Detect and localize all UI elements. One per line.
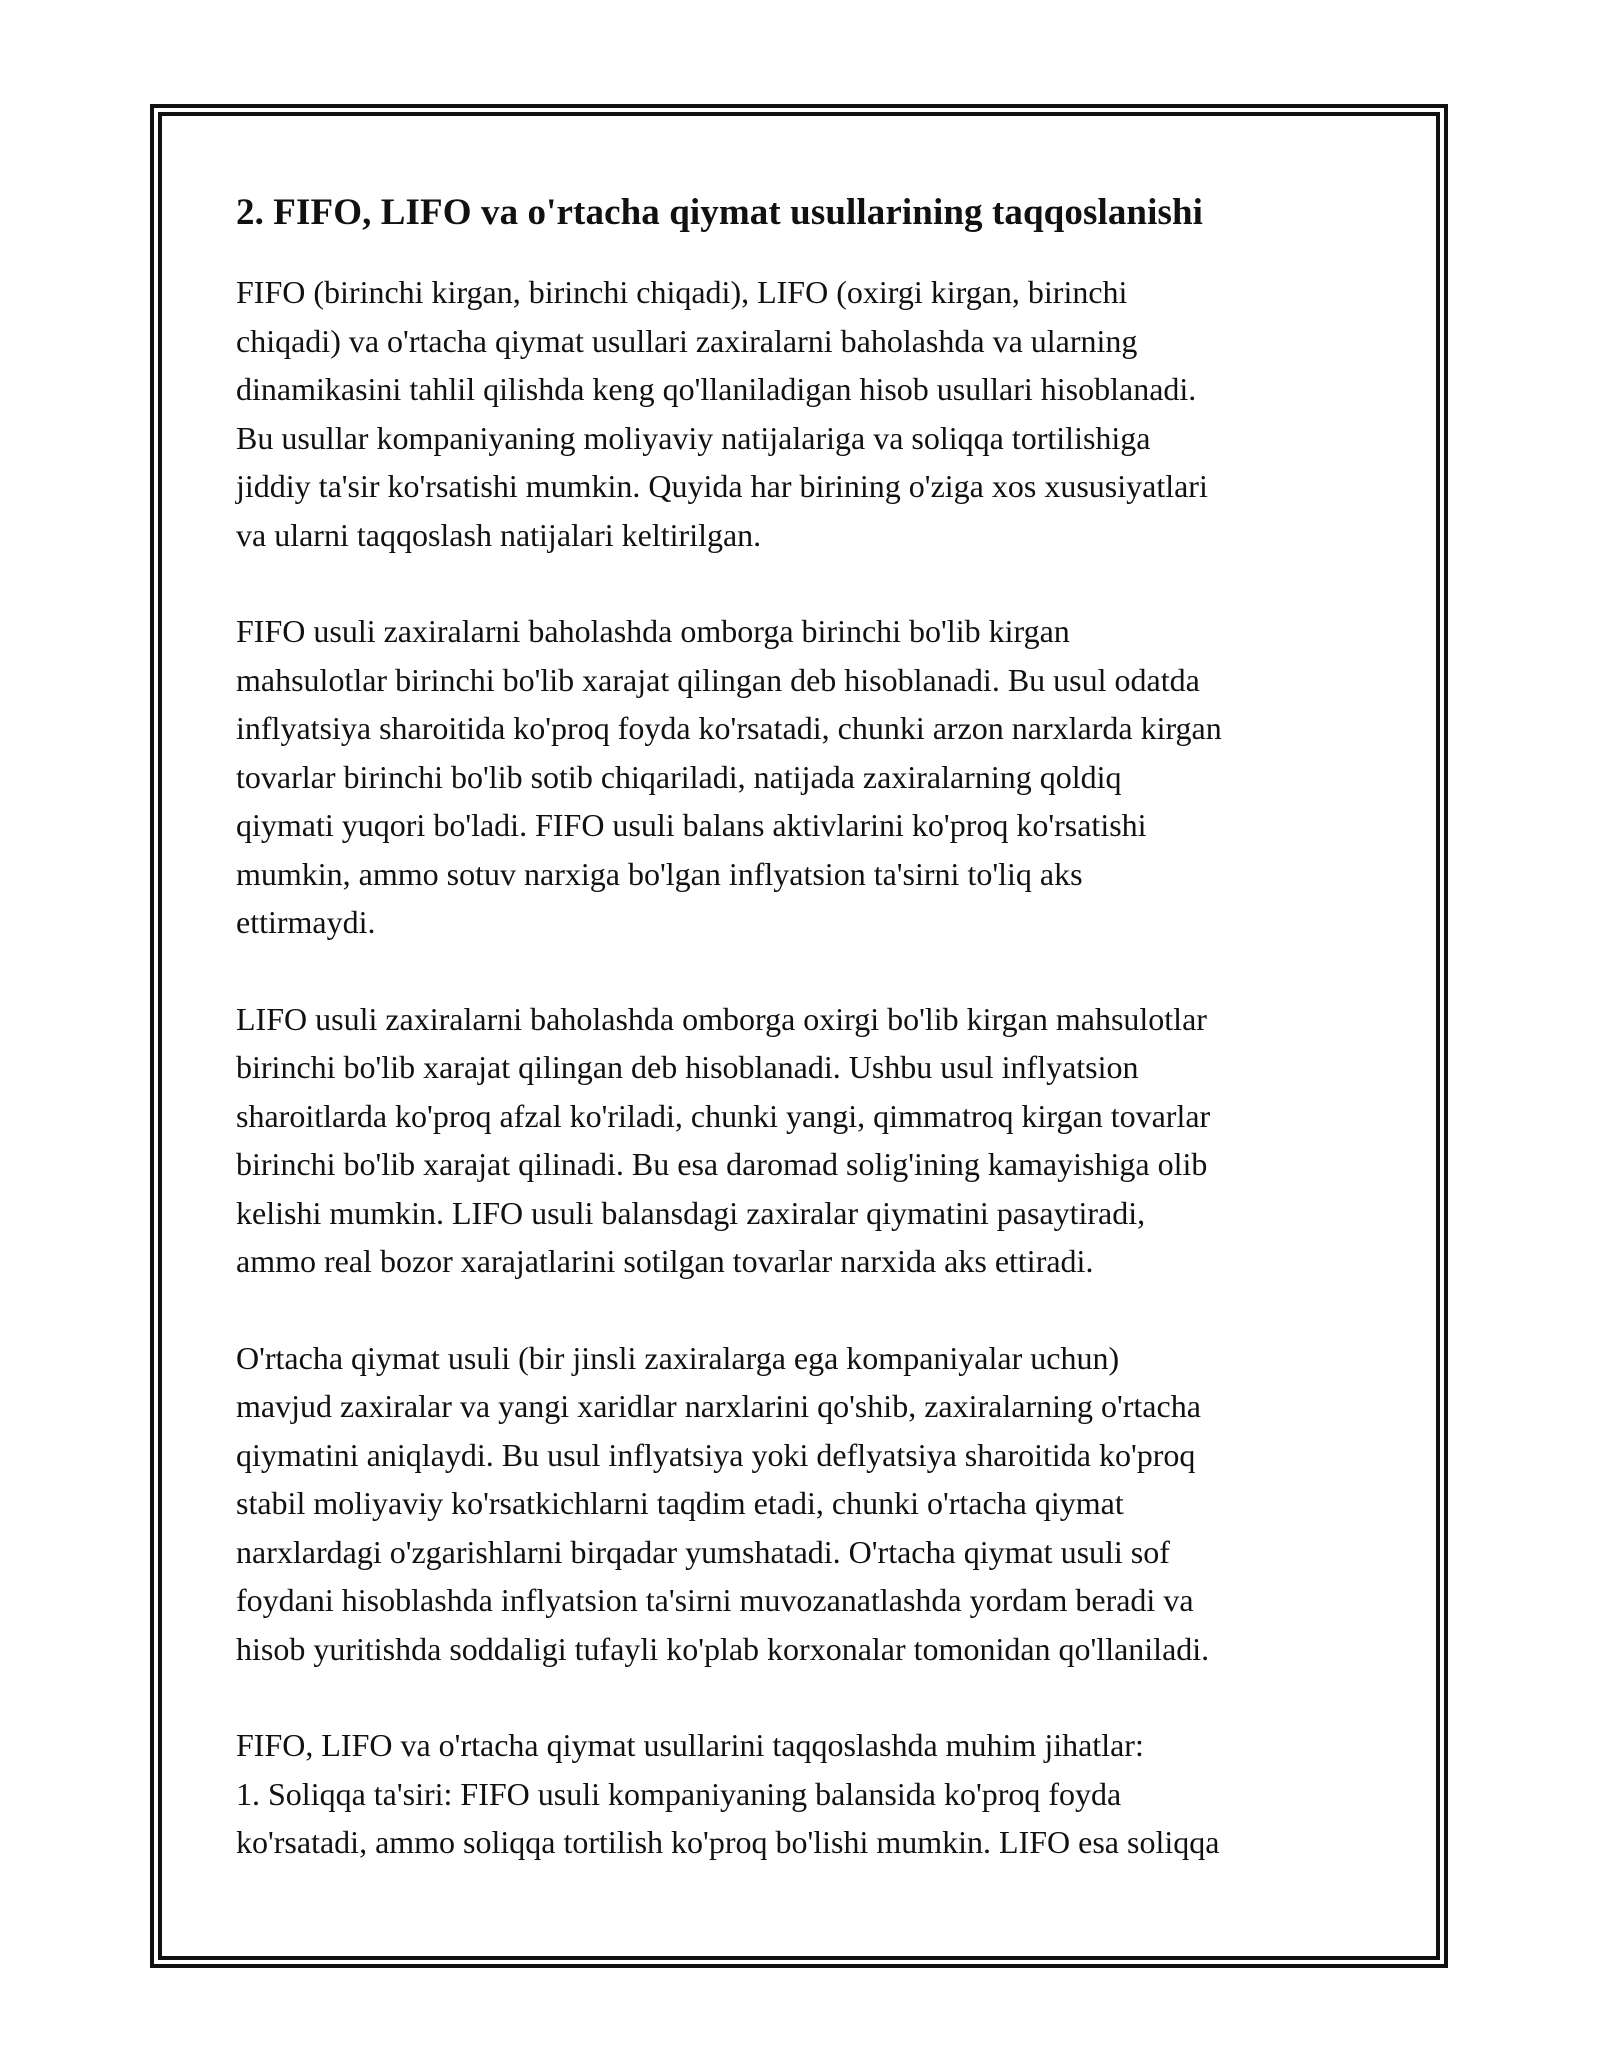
text-line: LIFO usuli zaxiralarni baholashda omborga oxirgi bo'lib kirgan mahsulotlar (236, 1000, 1207, 1037)
paragraph-comparison (236, 1721, 1376, 1867)
text-line: foydani hisoblashda inflyatsion ta'sirni muvozanatlashda yordam beradi va (236, 1582, 1194, 1618)
text-line: FIFO (birinchi kirgan, birinchi chiqadi), LIFO (oxirgi kirgan, birinchi (236, 274, 1128, 310)
text-line: tovarlar birinchi bo'lib sotib chiqariladi, natijada zaxiralarning qoldiq (236, 758, 1122, 795)
text-line: sharoitlarda ko'proq afzal ko'riladi, chunki yangi, qimmatroq kirgan tovarlar (236, 1097, 1211, 1134)
text-line: mahsulotlar birinchi bo'lib xarajat qilingan deb hisoblanadi. Bu usul odatda (236, 661, 1200, 698)
paragraph-fifo (236, 607, 1376, 947)
text-line: narxlardagi o'zgarishlarni birqadar yumshatadi. O'rtacha qiymat usuli sof (236, 1533, 1170, 1570)
paragraph-lifo (236, 995, 1376, 1286)
text-line: mumkin, ammo sotuv narxiga bo'lgan inflyatsion ta'sirni to'liq aks (236, 855, 1083, 892)
paragraph-intro (236, 268, 1376, 559)
text-line: birinchi bo'lib xarajat qilinadi. Bu esa daromad solig'ining kamayishiga olib (236, 1146, 1208, 1182)
text-line: O'rtacha qiymat usuli (bir jinsli zaxiralarga ega kompaniyalar uchun) (236, 1339, 1120, 1376)
text-line: stabil moliyaviy ko'rsatkichlarni taqdim etadi, chunki o'rtacha qiymat (236, 1485, 1124, 1521)
paragraph-average-cost (236, 1334, 1376, 1674)
text-line: va ularni taqqoslash natijalari keltirilgan. (236, 516, 762, 553)
text-line: qiymatini aniqlaydi. Bu usul inflyatsiya yoki deflyatsiya sharoitida ko'proq (236, 1436, 1196, 1473)
text-line: FIFO usuli zaxiralarni baholashda omborga birinchi bo'lib kirgan (236, 613, 1070, 649)
text-line: inflyatsiya sharoitida ko'proq foyda ko'rsatadi, chunki arzon narxlarda kirgan (236, 710, 1222, 746)
text-line: dinamikasini tahlil qilishda keng qo'llaniladigan hisob usullari hisoblanadi. (236, 371, 1197, 407)
text-line: hisob yuritishda soddaligi tufayli ko'plab korxonalar tomonidan qo'llaniladi. (236, 1630, 1210, 1667)
text-line: Bu usullar kompaniyaning moliyaviy natijalariga va soliqqa tortilishiga (236, 419, 1151, 456)
text-line: 1. Soliqqa ta'siri: FIFO usuli kompaniyaning balansida ko'proq foyda (236, 1775, 1122, 1812)
text-line: qiymati yuqori bo'ladi. FIFO usuli balans aktivlarini ko'proq ko'rsatishi (236, 807, 1147, 843)
text-line: kelishi mumkin. LIFO usuli balansdagi zaxiralar qiymatini pasaytiradi, (236, 1194, 1146, 1231)
text-line: birinchi bo'lib xarajat qilingan deb hisoblanadi. Ushbu usul inflyatsion (236, 1049, 1139, 1085)
text-line: ko'rsatadi, ammo soliqqa tortilish ko'proq bo'lishi mumkin. LIFO esa soliqqa (236, 1824, 1220, 1860)
text-line: ettirmaydi. (236, 904, 376, 940)
text-line: jiddiy ta'sir ko'rsatishi mumkin. Quyida har birining o'ziga xos xususiyatlari (236, 468, 1208, 504)
text-line: FIFO, LIFO va o'rtacha qiymat usullarini taqqoslashda muhim jihatlar: (236, 1727, 1144, 1763)
text-line: chiqadi) va o'rtacha qiymat usullari zaxiralarni baholashda va ularning (236, 322, 1138, 359)
document-body (236, 188, 1376, 1915)
text-line: mavjud zaxiralar va yangi xaridlar narxlarini qo'shib, zaxiralarning o'rtacha (236, 1388, 1201, 1424)
section-heading: 2. FIFO, LIFO va o'rtacha qiymat usullarining taqqoslanishi (236, 192, 1204, 233)
text-line: ammo real bozor xarajatlarini sotilgan tovarlar narxida aks ettiradi. (236, 1243, 1094, 1279)
